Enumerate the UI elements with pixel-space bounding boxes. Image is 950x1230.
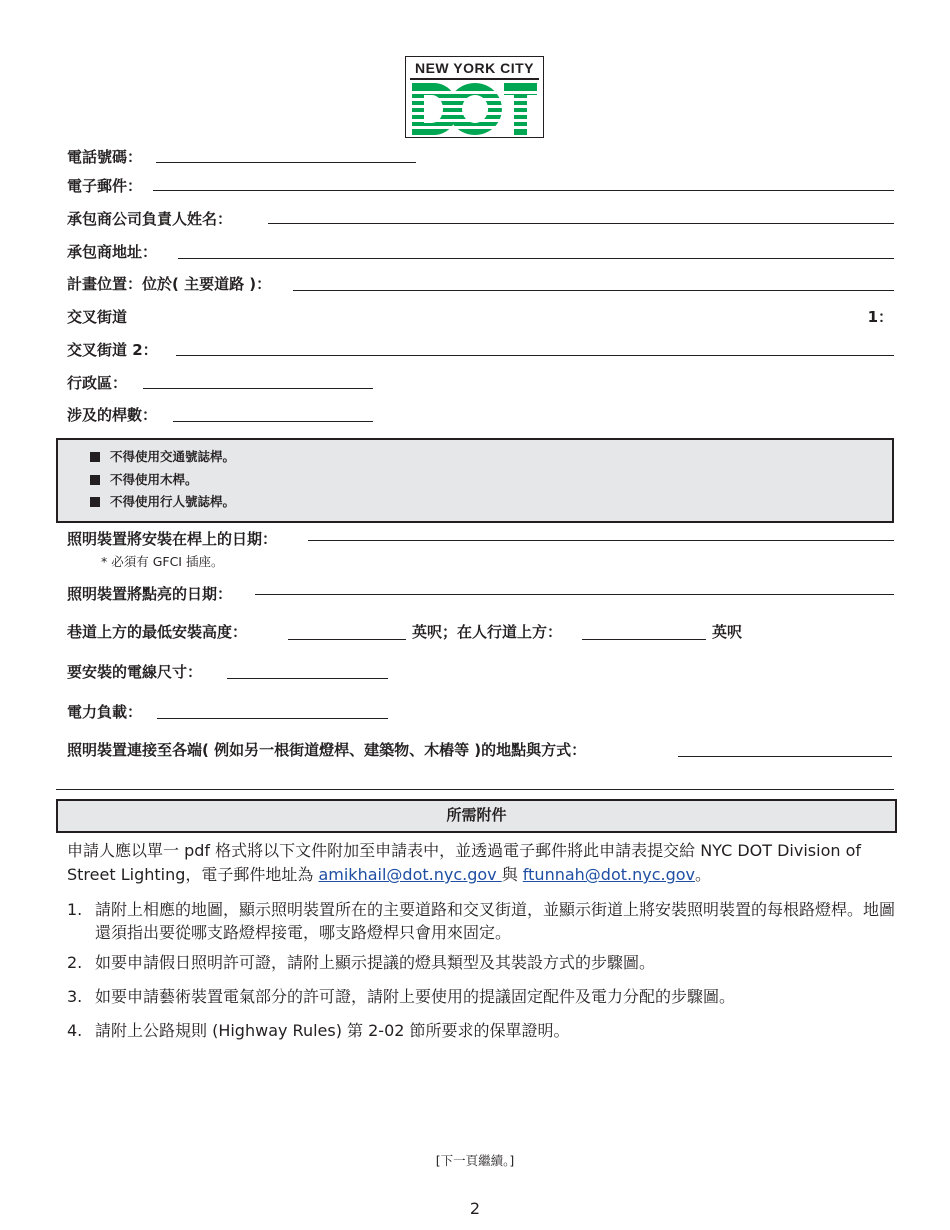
pole-restrictions-box: [56, 438, 894, 523]
nyc-dot-logo: [405, 56, 544, 138]
email-label: 電子郵件：: [67, 177, 143, 195]
email-link-ftunnah[interactable]: ftunnah@dot.nyc.gov: [522, 865, 695, 884]
contractor-address-label: 承包商地址：: [67, 243, 158, 261]
logo-text: NEW YORK CITY: [414, 60, 535, 76]
wire-size-label: 要安裝的電線尺寸：: [67, 663, 203, 681]
feet-unit-label: 英呎: [712, 623, 743, 641]
lit-date-label: 照明裝置將點亮的日期：: [67, 585, 233, 603]
dot-logo-mark: [410, 83, 539, 135]
cross-street-2-label: 交叉街道 2：: [67, 341, 158, 359]
connection-label: 照明裝置連接至各端( 例如另一根街道燈桿、建築物、木樁等 )的地點與方式：: [67, 741, 587, 759]
cross-street-1-suffix: 1：: [867, 308, 893, 326]
project-location-label: 計畫位置：位於( 主要道路 )：: [67, 275, 272, 293]
sidewalk-height-field[interactable]: [582, 639, 706, 640]
contractor-address-field[interactable]: [178, 258, 894, 259]
sidewalk-height-label: 英呎；在人行道上方：: [412, 623, 563, 641]
bullet-square-icon: [90, 452, 100, 462]
bullet-square-icon: [90, 497, 100, 507]
restriction-item: 不得使用行人號誌桿。: [90, 491, 235, 514]
attachments-intro: 申請人應以單一 pdf 格式將以下文件附加至申請表中，並透過電子郵件將此申請表提交給 NYC DOT Division of Street Lighting，電子郵件地址為 amikhail@dot.nyc.gov 與 ftunnah@dot.nyc.gov。: [67, 841, 862, 884]
attachment-item: 4. 請附上公路規則 (Highway Rules) 第 2-02 節所要求的保單證明。: [67, 1021, 570, 1040]
email-field[interactable]: [153, 190, 894, 191]
page-number: 2: [469, 1199, 481, 1218]
lit-date-field[interactable]: [255, 594, 894, 595]
gfci-note: * 必須有 GFCI 插座。: [101, 554, 224, 569]
email-link-amikhail[interactable]: amikhail@dot.nyc.gov: [318, 865, 502, 884]
wire-size-field[interactable]: [227, 678, 388, 679]
continued-note: [下一頁繼續。]: [435, 1153, 515, 1168]
cross-street-1-label: 交叉街道: [67, 308, 128, 326]
min-height-label: 巷道上方的最低安裝高度：: [67, 623, 248, 641]
phone-field[interactable]: [156, 162, 416, 163]
pole-count-label: 涉及的桿數：: [67, 406, 158, 424]
phone-label: 電話號碼：: [67, 148, 143, 166]
install-date-field[interactable]: [308, 540, 894, 541]
power-load-label: 電力負載：: [67, 703, 143, 721]
borough-label: 行政區：: [67, 374, 128, 392]
contractor-name-label: 承包商公司負責人姓名：: [67, 210, 233, 228]
restriction-item: 不得使用交通號誌桿。: [90, 446, 235, 469]
attachment-item: 3. 如要申請藝術裝置電氣部分的許可證，請附上要使用的提議固定配件及電力分配的步驟圖。: [67, 987, 736, 1006]
project-location-field[interactable]: [293, 290, 894, 291]
attachment-item: 1. 請附上相應的地圖，顯示照明裝置所在的主要道路和交叉街道，並顯示街道上將安裝照明裝置的每根路燈桿。地圖還須指出要從哪支路燈桿接電，哪支路燈桿只會用來固定。: [67, 900, 896, 942]
contractor-name-field[interactable]: [268, 223, 894, 224]
restriction-item: 不得使用木桿。: [90, 469, 235, 492]
section-divider: [56, 789, 894, 790]
install-date-label: 照明裝置將安裝在桿上的日期：: [67, 530, 278, 548]
logo-divider: [410, 78, 539, 80]
connection-field[interactable]: [678, 756, 892, 757]
borough-field[interactable]: [143, 388, 373, 389]
attachments-title: 所需附件: [56, 799, 897, 833]
power-load-field[interactable]: [157, 718, 388, 719]
attachment-item: 2. 如要申請假日照明許可證，請附上顯示提議的燈具類型及其裝設方式的步驟圖。: [67, 953, 656, 972]
pole-count-field[interactable]: [173, 421, 373, 422]
roadway-height-field[interactable]: [288, 639, 406, 640]
bullet-square-icon: [90, 475, 100, 485]
cross-street-2-field[interactable]: [176, 355, 894, 356]
